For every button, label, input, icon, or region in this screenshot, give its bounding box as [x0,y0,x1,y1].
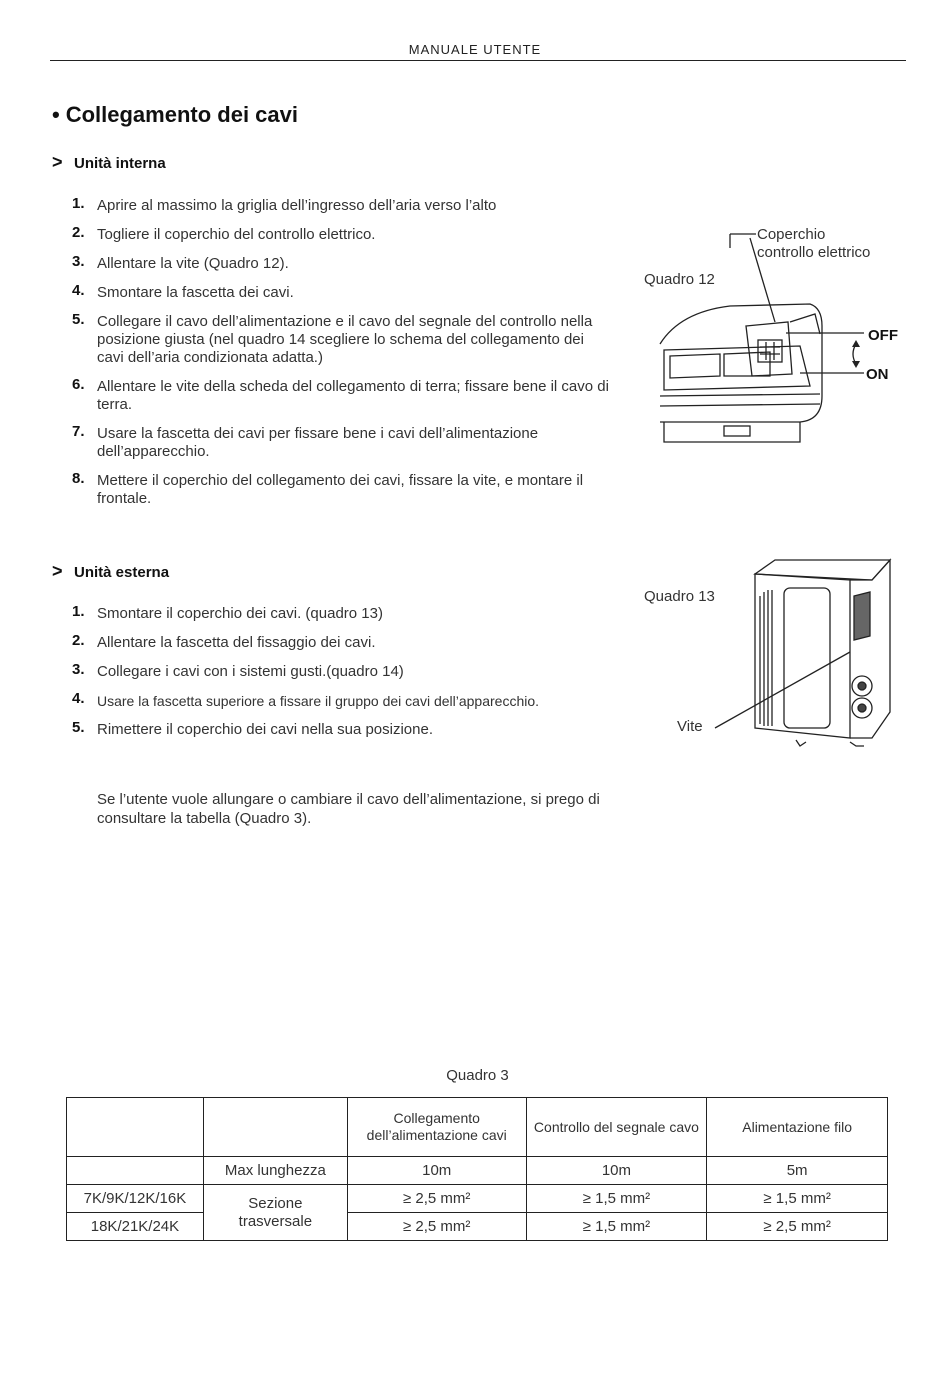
indoor-steps [72,197,612,519]
table-header-row [67,1098,888,1157]
step-text: Rimettere il coperchio dei cavi nella sua posizione. [97,721,434,738]
step-number: 1. [72,603,85,620]
table-cell: ≥ 2,5 mm² [707,1213,888,1241]
step-number: 6. [72,376,85,393]
table-cell-merged: Sezione trasversale [203,1185,347,1241]
figure13-label: Vite [677,718,703,735]
indoor-unit-illustration [640,226,900,451]
table-row [67,1213,888,1241]
table-cell: 5m [707,1157,888,1185]
extension-note: Se l’utente vuole allungare o cambiare il cavo dell’alimentazione, si prego di consultare la tabella (Quadro 3). [97,791,600,827]
step-number: 3. [72,661,85,678]
figure12-label-line2: controllo elettrico [757,244,871,261]
step-text: Smontare la fascetta dei cavi. [97,284,294,301]
outdoor-heading [52,561,169,582]
header-rule [50,60,906,61]
chevron-right-icon: > [52,561,63,581]
step-text: Allentare la vite (Quadro 12). [97,255,289,272]
table-cell: 18K/21K/24K [67,1213,204,1241]
step-item [72,692,612,710]
step-text: Allentare le vite della scheda del collegamento di terra; fissare bene il cavo di terra. [97,378,609,413]
section-title-text: Collegamento dei cavi [65,102,298,127]
table-cell: 7K/9K/12K/16K [67,1185,204,1213]
table-header-cell: Controllo del segnale cavo [526,1098,707,1157]
figure12-caption: Quadro 12 [644,271,715,288]
step-number: 8. [72,470,85,487]
step-number: 2. [72,224,85,241]
step-text: Aprire al massimo la griglia dell’ingresso dell’aria verso l’alto [97,197,497,214]
table-header-cell: Alimentazione filo [707,1098,888,1157]
step-text: Collegare il cavo dell’alimentazione e il cavo del segnale del controllo nella posizione giusta (nel quadro 14 scegliere lo schema del collegamento dei cavi dell’aria condizionata adatta.) [97,313,593,366]
table-row [67,1185,888,1213]
indoor-heading [52,152,166,173]
table-cell: ≥ 1,5 mm² [526,1213,707,1241]
outdoor-steps [72,605,612,750]
table-cell: ≥ 2,5 mm² [347,1213,526,1241]
section-bullet: • [52,102,60,127]
step-number: 2. [72,632,85,649]
table-cell: ≥ 1,5 mm² [707,1185,888,1213]
step-item [72,197,612,215]
outdoor-unit-illustration [700,556,900,756]
table-cell [67,1157,204,1185]
step-text: Collegare i cavi con i sistemi gusti.(quadro 14) [97,663,404,680]
step-item [72,378,612,414]
figure12-label-line1: Coperchio [757,226,826,243]
table-caption: Quadro 3 [446,1067,509,1084]
table-cell: ≥ 2,5 mm² [347,1185,526,1213]
table-header-cell [203,1098,347,1157]
step-number: 5. [72,719,85,736]
step-item [72,226,612,244]
step-text: Togliere il coperchio del controllo elettrico. [97,226,376,243]
off-label: OFF [868,327,898,344]
step-text: Usare la fascetta superiore a fissare il gruppo dei cavi dell’apparecchio. [97,693,540,709]
step-item [72,255,612,273]
step-item [72,721,612,739]
table-cell: 10m [526,1157,707,1185]
figure13-caption: Quadro 13 [644,588,715,605]
step-item [72,284,612,302]
step-number: 3. [72,253,85,270]
step-text: Usare la fascetta dei cavi per fissare bene i cavi dell’alimentazione dell’apparecchio. [97,425,539,460]
step-item [72,663,612,681]
chevron-right-icon: > [52,152,63,172]
cable-table [66,1097,888,1241]
step-number: 1. [72,195,85,212]
table-header-cell [67,1098,204,1157]
table-header-cell: Collegamento dell’alimentazione cavi [347,1098,526,1157]
step-number: 4. [72,282,85,299]
step-item [72,472,612,508]
step-number: 5. [72,311,85,328]
step-text: Allentare la fascetta del fissaggio dei cavi. [97,634,376,651]
table-cell: ≥ 1,5 mm² [526,1185,707,1213]
table-cell: 10m [347,1157,526,1185]
table-cell: Max lunghezza [203,1157,347,1185]
step-item [72,313,612,367]
step-number: 7. [72,423,85,440]
step-text: Mettere il coperchio del collegamento dei cavi, fissare la vite, e montare il frontale. [97,472,584,507]
step-text: Smontare il coperchio dei cavi. (quadro 13) [97,605,383,622]
table-row [67,1157,888,1185]
section-title [52,102,298,128]
step-item [72,425,612,461]
indoor-heading-text: Unità interna [74,155,166,172]
step-number: 4. [72,690,85,707]
step-item [72,605,612,623]
on-label: ON [866,366,889,383]
step-item [72,634,612,652]
page-header: MANUALE UTENTE [408,42,542,57]
outdoor-heading-text: Unità esterna [74,564,170,581]
